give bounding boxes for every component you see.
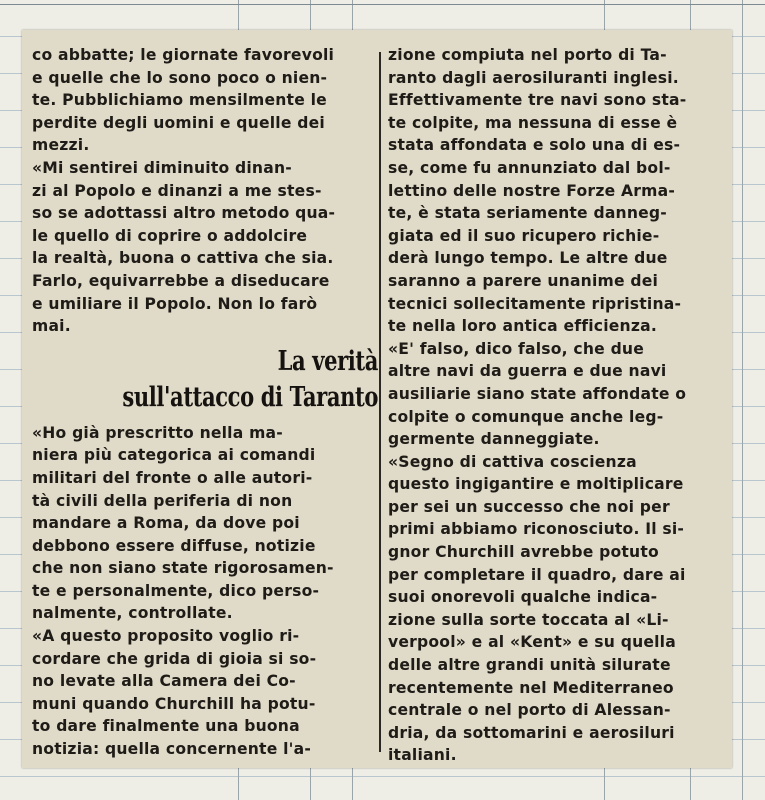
text-line: questo ingigantire e moltiplicare <box>388 475 684 494</box>
left-bottom-text <box>32 422 378 761</box>
text-line: muni quando Churchill ha potu- <box>32 694 316 713</box>
text-line: te, è stata seriamente danneg- <box>388 204 667 223</box>
text-line: germente danneggiate. <box>388 430 600 449</box>
text-line: stata affondata e solo una di es- <box>388 136 681 155</box>
left-top-text <box>32 44 378 338</box>
text-line: recentemente nel Mediterraneo <box>388 678 674 697</box>
text-line: tà civili della periferia di non <box>32 491 293 510</box>
text-line: zione sulla sorte toccata al «Li- <box>388 610 669 629</box>
text-line: debbono essere diffuse, notizie <box>32 536 316 555</box>
headline-line-1: La verità <box>277 345 378 377</box>
text-line: gnor Churchill avrebbe potuto <box>388 543 659 562</box>
text-line: mezzi. <box>32 136 90 155</box>
text-line: Effettivamente tre navi sono sta- <box>388 91 687 110</box>
text-line: delle altre grandi unità silurate <box>388 656 671 675</box>
ledger-rule <box>0 4 765 5</box>
text-line: lettino delle nostre Forze Arma- <box>388 181 676 200</box>
text-line: giata ed il suo ricupero richie- <box>388 226 660 245</box>
text-line: mandare a Roma, da dove poi <box>32 514 300 533</box>
column-separator <box>379 52 381 752</box>
text-line: te e personalmente, dico perso- <box>32 581 320 600</box>
text-line: per sei un successo che noi per <box>388 497 670 516</box>
text-line: centrale o nel porto di Alessan- <box>388 701 671 720</box>
text-line: «Mi sentirei diminuito dinan- <box>32 158 292 177</box>
text-line: se, come fu annunziato dal bol- <box>388 158 671 177</box>
text-line: te colpite, ma nessuna di esse è <box>388 113 678 132</box>
text-line: te. Pubblichiamo mensilmente le <box>32 91 327 110</box>
left-column <box>32 44 378 761</box>
article-headline <box>32 338 378 422</box>
text-line: altre navi da guerra e due navi <box>388 362 667 381</box>
text-line: e umiliare il Popolo. Non lo farò <box>32 294 318 313</box>
text-line: mai. <box>32 317 71 336</box>
text-line: nalmente, controllate. <box>32 604 233 623</box>
text-line: saranno a parere unanime dei <box>388 271 659 290</box>
text-line: militari del fronte o alle autori- <box>32 468 313 487</box>
text-line: derà lungo tempo. Le altre due <box>388 249 668 268</box>
text-line: per completare il quadro, dare ai <box>388 565 686 584</box>
text-line: ausiliarie siano state affondate o <box>388 384 687 403</box>
text-line: so se adottassi altro metodo qua- <box>32 204 336 223</box>
right-column <box>388 44 724 767</box>
text-line: verpool» e al «Kent» e su quella <box>388 633 676 652</box>
text-line: la realtà, buona o cattiva che sia. <box>32 249 334 268</box>
text-line: zione compiuta nel porto di Ta- <box>388 46 667 64</box>
text-line: cordare che grida di gioia si so- <box>32 649 317 668</box>
text-line: zi al Popolo e dinanzi a me stes- <box>32 181 322 200</box>
headline-line-2: sull'attacco di Taranto <box>122 381 378 413</box>
text-line: to dare finalmente una buona <box>32 717 300 736</box>
text-line: dria, da sottomarini e aerosiluri <box>388 723 675 742</box>
text-line: notizia: quella concernente l'a- <box>32 740 312 759</box>
text-line: co abbatte; le giornate favorevoli <box>32 46 335 64</box>
text-line: italiani. <box>388 746 457 765</box>
text-line: e quelle che lo sono poco o nien- <box>32 68 328 87</box>
text-line: «A questo proposito voglio ri- <box>32 627 300 646</box>
text-line: «Segno di cattiva coscienza <box>388 452 637 471</box>
text-line: tecnici sollecitamente ripristina- <box>388 294 682 313</box>
text-line: Farlo, equivarrebbe a diseducare <box>32 271 330 290</box>
text-line: te nella loro antica efficienza. <box>388 317 657 336</box>
text-line: le quello di coprire o addolcire <box>32 226 308 245</box>
text-line: colpite o comunque anche leg- <box>388 407 664 426</box>
text-line: niera più categorica ai comandi <box>32 446 316 465</box>
text-line: «E' falso, dico falso, che due <box>388 339 645 358</box>
text-line: che non siano state rigorosamen- <box>32 559 334 578</box>
text-line: suoi onorevoli qualche indica- <box>388 588 658 607</box>
text-line: primi abbiamo riconosciuto. Il si- <box>388 520 685 539</box>
text-line: no levate alla Camera dei Co- <box>32 672 296 691</box>
newspaper-clipping <box>22 30 732 768</box>
text-line: «Ho già prescritto nella ma- <box>32 423 283 442</box>
text-line: perdite degli uomini e quelle dei <box>32 113 325 132</box>
text-line: ranto dagli aerosiluranti inglesi. <box>388 68 679 87</box>
ledger-rule <box>742 0 743 800</box>
